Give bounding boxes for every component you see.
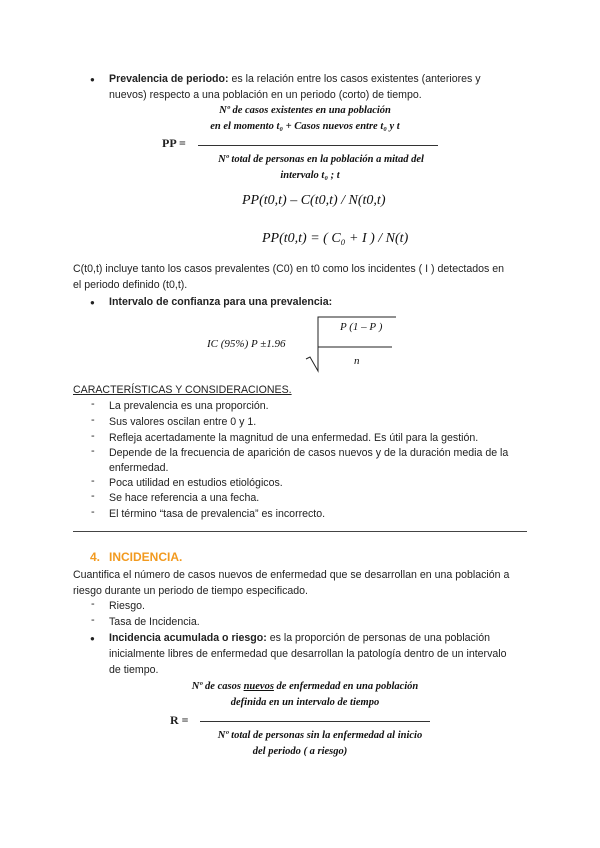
section-divider [73, 531, 527, 532]
r-numerator-line1 [170, 681, 440, 692]
r-denominator-line1: Nº total de personas sin la enfermedad al inicio [217, 730, 423, 741]
prevalencia-periodo-text1: es la relación entre los casos existentes (anteriores y [228, 73, 481, 85]
list-item: Poca utilidad en estudios etiológicos. [109, 477, 283, 489]
incidencia-acumulada-label: Incidencia acumulada o riesgo: [109, 632, 267, 644]
r-numerator-pre: Nº de casos [191, 681, 244, 692]
prevalencia-periodo-paragraph [109, 71, 549, 103]
incidencia-acumulada-line3: de tiempo. [109, 664, 159, 676]
prevalencia-periodo-label: Prevalencia de periodo: [109, 73, 229, 85]
intervalo-confianza-label: Intervalo de confianza para una prevalencia: [109, 296, 333, 308]
r-numerator-post: de enfermedad en una población [273, 681, 419, 692]
r-numerator-underlined: nuevos [243, 681, 274, 692]
list-item: El término “tasa de prevalencia” es incorrecto. [109, 508, 326, 520]
r-lhs: R = [170, 713, 189, 727]
incidencia-intro [73, 567, 553, 599]
incidencia-acumulada-paragraph [109, 630, 549, 678]
explicacion-line2: el periodo definido (t0,t). [73, 279, 188, 291]
ic-numerator: P (1 – P ) [340, 321, 383, 333]
pp-denominator-line2: intervalo t₀ ; t [280, 170, 340, 181]
pp-fraction-bar [198, 145, 438, 146]
r-numerator-line2: definida en un intervalo de tiempo [230, 697, 380, 708]
list-dash: - [91, 414, 95, 426]
pp-lhs: PP = [162, 136, 186, 150]
incidencia-intro-line1: Cuantifica el número de casos nuevos de enfermedad que se desarrollan en una población a [73, 569, 510, 581]
caracteristicas-title: CARACTERÍSTICAS Y CONSIDERACIONES. [73, 384, 292, 396]
list-item: La prevalencia es una proporción. [109, 400, 269, 412]
incidencia-intro-line2: riesgo durante un periodo de tiempo especificado. [73, 585, 308, 597]
prevalencia-periodo-text2: nuevos) respecto a una población en un periodo (corto) de tiempo. [109, 89, 422, 101]
explicacion-line1: C(t0,t) incluye tanto los casos prevalentes (C0) en t0 como los incidentes ( I ) detectados en [73, 263, 505, 275]
explicacion-paragraph [73, 261, 553, 293]
ic-denominator: n [354, 355, 360, 367]
pp-denominator-line1: Nº total de personas en la población a mitad del [218, 154, 424, 165]
list-item: Riesgo. [109, 600, 145, 612]
bullet-dot: ● [90, 298, 95, 307]
section-number: 4. [90, 550, 101, 564]
ic-lhs: IC (95%) P ±1.96 [207, 338, 286, 350]
list-item-continuation: enfermedad. [109, 462, 169, 474]
pp-equation-2: PP(t0,t) – C(t0,t) / N(t0,t) [242, 193, 386, 208]
pp-numerator-line1: Nº de casos existentes en una población [219, 105, 391, 116]
list-item: Sus valores oscilan entre 0 y 1. [109, 416, 257, 428]
list-dash: - [91, 445, 95, 457]
list-dash: - [91, 598, 95, 610]
list-dash: - [91, 490, 95, 502]
r-fraction-bar [200, 721, 430, 722]
r-denominator-line2: del periodo ( a riesgo) [252, 746, 348, 757]
list-item: Depende de la frecuencia de aparición de casos nuevos y de la duración media de la [109, 447, 509, 459]
list-item: Refleja acertadamente la magnitud de una enfermedad. Es útil para la gestión. [109, 432, 479, 444]
incidencia-acumulada-line1: es la proporción de personas de una población [266, 632, 490, 644]
incidencia-title: INCIDENCIA. [109, 550, 183, 564]
bullet-dot: ● [90, 75, 95, 84]
list-dash: - [91, 506, 95, 518]
list-dash: - [91, 430, 95, 442]
list-item: Tasa de Incidencia. [109, 616, 200, 628]
pp-equation-3: PP(t0,t) = ( C₀ + I ) / N(t) [262, 231, 409, 246]
list-dash: - [91, 614, 95, 626]
list-dash: - [91, 475, 95, 487]
incidencia-acumulada-line2: inicialmente libres de enfermedad que desarrollan la patología dentro de un intervalo [109, 648, 507, 660]
bullet-dot: ● [90, 634, 95, 643]
pp-numerator-line2: en el momento t₀ + Casos nuevos entre t₀ y t [210, 121, 400, 132]
list-item: Se hace referencia a una fecha. [109, 492, 260, 504]
list-dash: - [91, 398, 95, 410]
